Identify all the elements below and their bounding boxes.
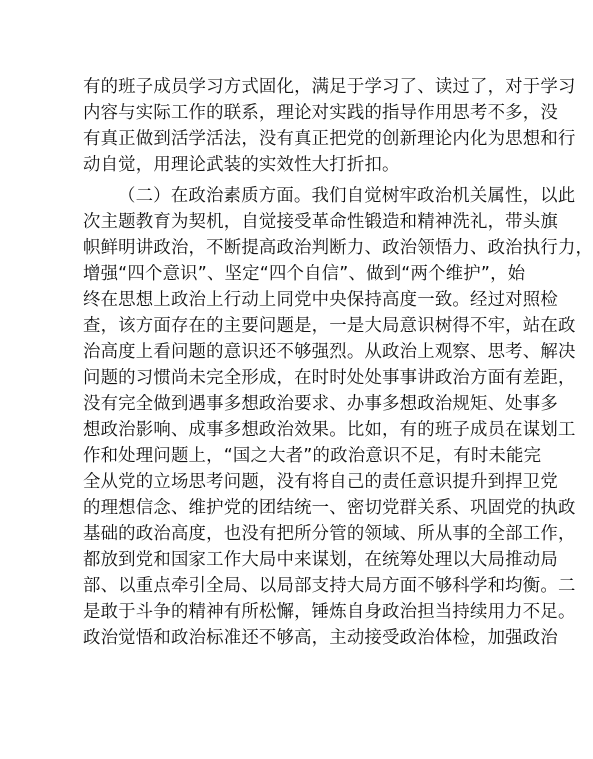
text-line: 查，该方面存在的主要问题是，一是大局意识树得不牢，站在政 <box>83 316 576 336</box>
text-line: 问题的习惯尚未完全形成，在时时处处事事讲政治方面有差距， <box>83 368 576 388</box>
text-line: 增强“四个意识”、坚定“四个自信”、做到“两个维护”，始 <box>83 264 526 284</box>
section-heading-line: （二）在政治素质方面。我们自觉树牢政治机关属性，以此 <box>118 186 576 206</box>
text-line: 治高度上看问题的意识还不够强烈。从政治上观察、思考、解决 <box>83 342 576 362</box>
text-line: 终在思想上政治上行动上同党中央保持高度一致。经过对照检 <box>83 290 558 310</box>
text-line: 有的班子成员学习方式固化，满足于学习了、读过了，对于学习 <box>83 77 576 97</box>
text-line: 的理想信念、维护党的团结统一、密切党群关系、巩固党的执政 <box>83 498 576 518</box>
text-line: 没有完全做到遇事多想政治要求、办事多想政治规矩、处事多 <box>83 394 558 414</box>
text-line: 基础的政治高度，也没有把所分管的领域、所从事的全部工作， <box>83 524 576 544</box>
text-line: 帜鲜明讲政治，不断提高政治判断力、政治领悟力、政治执行力， <box>83 238 593 258</box>
text-line: 次主题教育为契机，自觉接受革命性锻造和精神洗礼，带头旗 <box>83 212 558 232</box>
text-line: 有真正做到活学活法，没有真正把党的创新理论内化为思想和行 <box>83 129 576 149</box>
text-line: 想政治影响、成事多想政治效果。比如，有的班子成员在谋划工 <box>83 420 576 440</box>
text-line: 政治觉悟和政治标准还不够高，主动接受政治体检，加强政治 <box>83 628 558 648</box>
text-line: 全从党的立场思考问题，没有将自己的责任意识提升到捍卫党 <box>83 472 558 492</box>
text-line: 内容与实际工作的联系，理论对实践的指导作用思考不多，没 <box>83 103 558 123</box>
text-line: 是敢于斗争的精神有所松懈，锤炼自身政治担当持续用力不足。 <box>83 602 576 622</box>
text-line: 动自觉，用理论武装的实效性大打折扣。 <box>83 155 400 175</box>
text-line: 都放到党和国家工作大局中来谋划，在统筹处理以大局推动局 <box>83 550 558 570</box>
text-line: 作和处理问题上，“国之大者”的政治意识不足，有时未能完 <box>83 446 542 466</box>
text-line: 部、以重点牵引全局、以局部支持大局方面不够科学和均衡。二 <box>83 576 576 596</box>
